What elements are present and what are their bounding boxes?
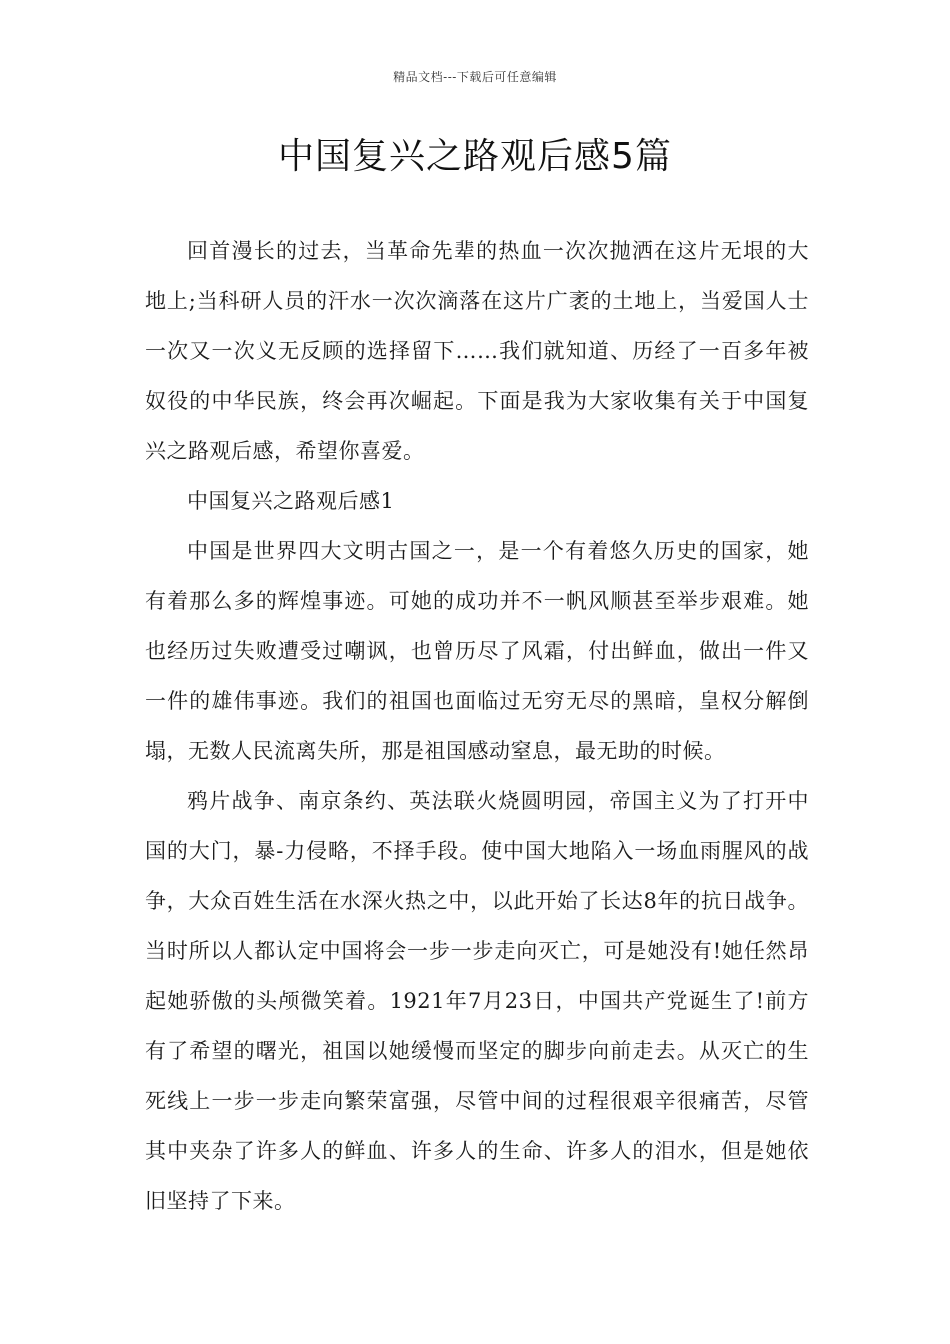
paragraph-history: 中国是世界四大文明古国之一，是一个有着悠久历史的国家，她有着那么多的辉煌事迹。可她的成功并不一帆风顺甚至举步艰难。她也经历过失败遭受过嘲讽，也曾历尽了风霜，付出鲜血，做出一件又一件的雄伟事迹。我们的祖国也面临过无穷无尽的黑暗，皇权分解倒塌，无数人民流离失所，那是祖国感动窒息，最无助的时候。 <box>145 539 809 763</box>
header-note: 精品文档---下载后可任意编辑 <box>393 70 557 84</box>
paragraph-war: 鸦片战争、南京条约、英法联火烧圆明园，帝国主义为了打开中国的大门，暴-力侵略，不择手段。使中国大地陷入一场血雨腥风的战争，大众百姓生活在水深火热之中，以此开始了长达8年的抗日战争。当时所以人都认定中国将会一步一步走向灭亡，可是她没有!她任然昂起她骄傲的头颅微笑着。1921年7月23日，中国共产党诞生了!前方有了希望的曙光，祖国以她缓慢而坚定的脚步向前走去。从灭亡的生死线上一步一步走向繁荣富强，尽管中间的过程很艰辛很痛苦，尽管其中夹杂了许多人的鲜血、许多人的生命、许多人的泪水，但是她依旧坚持了下来。 <box>145 789 809 1213</box>
document-body <box>145 226 809 1226</box>
section-heading-1: 中国复兴之路观后感1 <box>187 489 395 513</box>
paragraph-intro: 回首漫长的过去，当革命先辈的热血一次次抛洒在这片无垠的大地上;当科研人员的汗水一次次滴落在这片广袤的土地上，当爱国人士一次又一次义无反顾的选择留下……我们就知道、历经了一百多年被奴役的中华民族，终会再次崛起。下面是我为大家收集有关于中国复兴之路观后感，希望你喜爱。 <box>145 239 809 463</box>
page-title: 中国复兴之路观后感5篇 <box>278 136 672 177</box>
